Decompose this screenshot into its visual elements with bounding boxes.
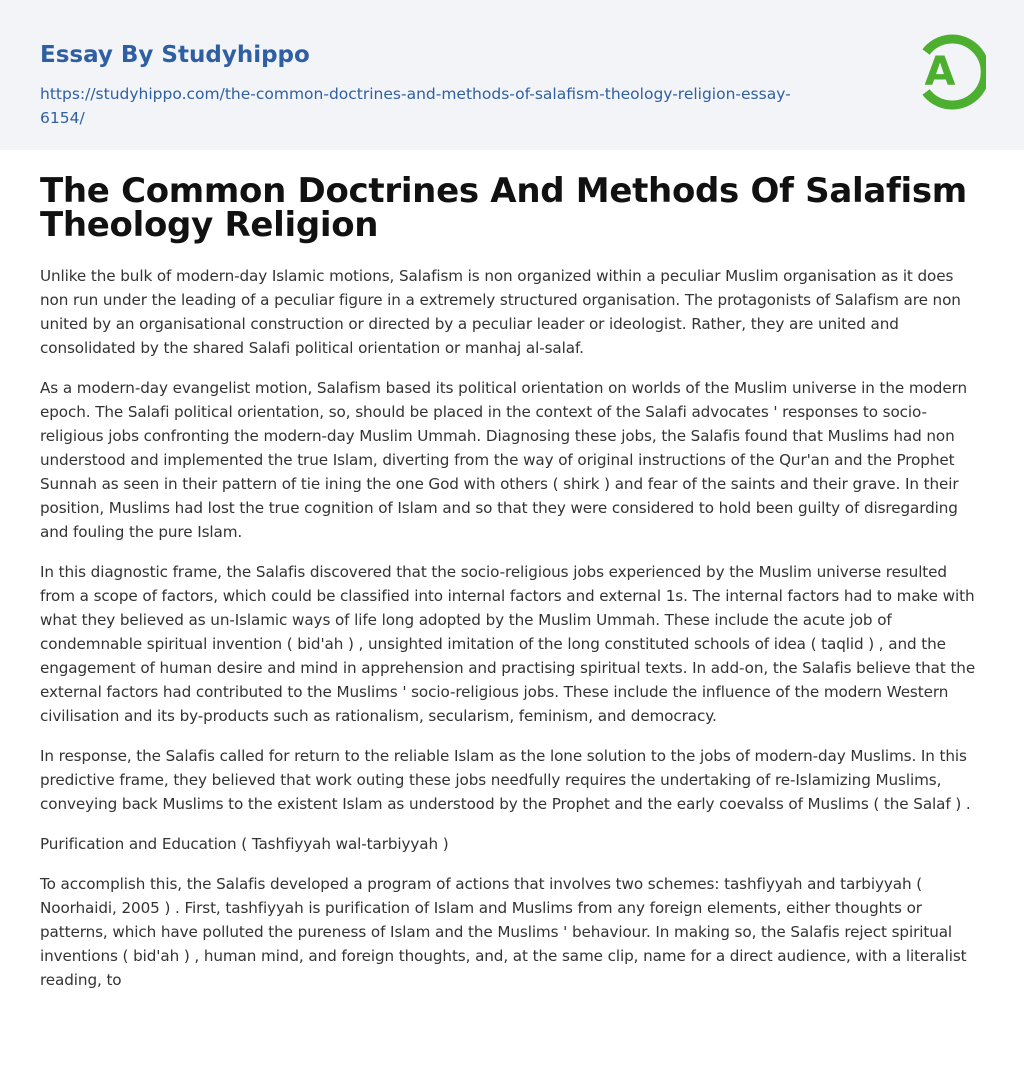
logo-letter: A: [924, 49, 956, 95]
studyhippo-logo-icon[interactable]: [912, 30, 986, 114]
site-brand[interactable]: Essay By Studyhippo: [40, 42, 310, 68]
article-paragraph: To accomplish this, the Salafis developed a program of actions that involves two schemes: tashfiyyah and tarbiyyah ( Noorhaidi, 2005 ) . First, tashfiyyah is purification of Islam and Muslims from any foreign elements, either thoughts or patterns, which have polluted the pureness of Islam and the Muslims ' behaviour. In making so, the Salafis reject spiritual inventions ( bid'ah ) , human mind, and foreign thoughts, and, at the same clip, name for a direct audience, with a literalist reading, to: [40, 875, 967, 989]
article-paragraph: In this diagnostic frame, the Salafis discovered that the socio-religious jobs experienced by the Muslim universe resulted from a scope of factors, which could be classified into internal factors and external 1s. The internal factors had to make with what they believed as un-Islamic ways of life long adopted by the Muslim Ummah. These include the acute job of condemnable spiritual invention ( bid'ah ) , unsighted imitation of the long constituted schools of idea ( taqlid ) , and the engagement of human desire and mind in apprehension and practising spiritual texts. In add-on, the Salafis believe that the external factors had contributed to the Muslims ' socio-religious jobs. These include the influence of the modern Western civilisation and its by-products such as rationalism, secularism, feminism, and democracy.: [40, 563, 976, 725]
site-header: [0, 0, 1024, 150]
article-title: The Common Doctrines And Methods Of Salafism Theology Religion: [40, 171, 967, 245]
article-paragraph: As a modern-day evangelist motion, Salafism based its political orientation on worlds of the Muslim universe in the modern epoch. The Salafi political orientation, so, should be placed in the context of the Salafi advocates ' responses to socio-religious jobs confronting the modern-day Muslim Ummah. Diagnosing these jobs, the Salafis found that Muslims had non understood and implemented the true Islam, diverting from the way of original instructions of the Qur'an and the Prophet Sunnah as seen in their pattern of tie ining the one God with others ( shirk ) and fear of the saints and their grave. In their position, Muslims had lost the true cognition of Islam and so that they were considered to hold been guilty of disregarding and fouling the pure Islam.: [40, 379, 967, 541]
article-paragraph: In response, the Salafis called for return to the reliable Islam as the lone solution to the jobs of modern-day Muslims. In this predictive frame, they believed that work outing these jobs needfully requires the undertaking of re-Islamizing Muslims, conveying back Muslims to the existent Islam as understood by the Prophet and the early coevalss of Muslims ( the Salaf ) .: [40, 747, 971, 813]
article-paragraph: Unlike the bulk of modern-day Islamic motions, Salafism is non organized within a peculiar Muslim organisation as it does non run under the leading of a peculiar figure in a extremely structured organisation. The protagonists of Salafism are non united by an organisational construction or directed by a peculiar leader or ideologist. Rather, they are united and consolidated by the shared Salafi political orientation or manhaj al-salaf.: [40, 267, 961, 357]
article: [0, 171, 1024, 992]
article-subheading: Purification and Education ( Tashfiyyah wal-tarbiyyah ): [40, 835, 449, 853]
essay-url-link[interactable]: https://studyhippo.com/the-common-doctrines-and-methods-of-salafism-theology-religion-essay-6154/: [40, 85, 791, 127]
